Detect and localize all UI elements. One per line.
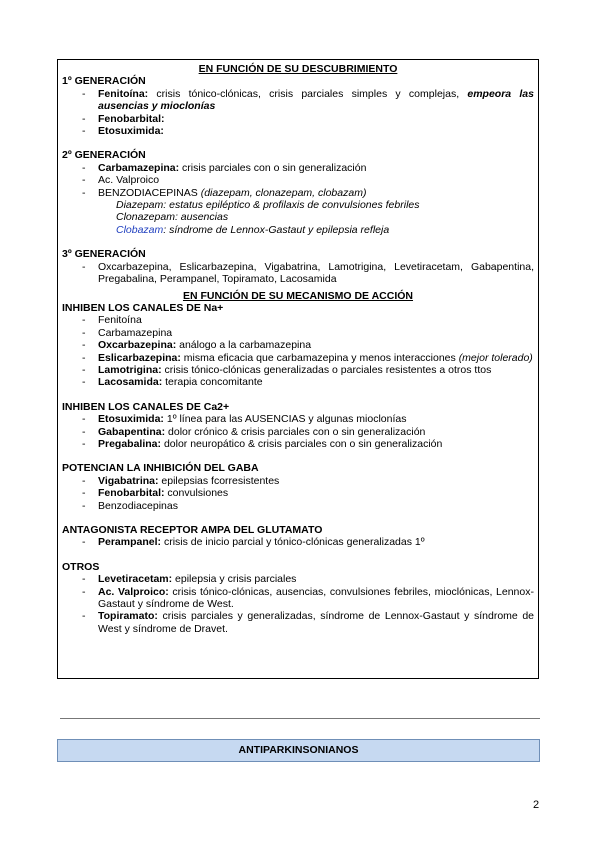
list-item: - Benzodiacepinas	[62, 500, 534, 512]
page-number: 2	[533, 799, 540, 811]
list-item: - Oxcarbazepina, Eslicarbazepina, Vigabatrina, Lamotrigina, Levetiracetam, Gabapentina, Pregabalina, Perampanel, Topiramato, Lacosamida	[62, 261, 534, 286]
list-item: - Topiramato: crisis parciales y generalizadas, síndrome de Lennox-Gastaut y síndrome de West y síndrome de Dravet.	[62, 610, 534, 635]
subitem-clonazepam: Clonazepam: ausencias	[116, 211, 229, 224]
list-item: - BENZODIACEPINAS (diazepam, clonazepam, clobazam)	[62, 187, 534, 199]
list-item: - Vigabatrina: epilepsias fcorresistentes	[62, 475, 534, 487]
na-heading: INHIBEN LOS CANALES DE Na+	[62, 301, 224, 314]
list-item: - Gabapentina: dolor crónico & crisis parciales con o sin generalización	[62, 426, 534, 438]
gen2-heading: 2º GENERACIÓN	[62, 149, 146, 162]
list-item: - Lamotrigina: crisis tónico-clónicas generalizadas o parciales resistentes a otros ttos	[62, 364, 534, 376]
ampa-heading: ANTAGONISTA RECEPTOR AMPA DEL GLUTAMATO	[62, 524, 323, 536]
others-heading: OTROS	[62, 560, 100, 573]
ampa-list	[62, 536, 534, 548]
list-item: - Levetiracetam: epilepsia y crisis parciales	[62, 573, 534, 585]
list-item: - Perampanel: crisis de inicio parcial y tónico-clónicas generalizadas 1º	[62, 536, 534, 548]
gaba-list	[62, 475, 534, 512]
subitem-clobazam: Clobazam: síndrome de Lennox-Gastaut y epilepsia refleja	[116, 223, 390, 236]
list-item: - Eslicarbazepina: misma eficacia que carbamazepina y menos interacciones (mejor tolerado)	[62, 352, 534, 364]
list-item: - Carbamazepina: crisis parciales con o sin generalización	[62, 162, 534, 174]
gaba-heading: POTENCIAN LA INHIBICIÓN DEL GABA	[62, 462, 259, 475]
list-item: - Carbamazepina	[62, 327, 534, 339]
mechanism-title: EN FUNCIÓN DE SU MECANISMO DE ACCIÓN	[182, 289, 414, 302]
gen3-list	[62, 261, 534, 286]
list-item: - Ac. Valproico: crisis tónico-clónicas, ausencias, convulsiones febriles, mioclónicas, Lennox-Gastaut y síndrome de West.	[62, 586, 534, 611]
list-item: - Ac. Valproico	[62, 174, 534, 186]
discovery-title: EN FUNCIÓN DE SU DESCUBRIMIENTO	[198, 63, 398, 75]
gen2-list	[62, 162, 534, 199]
list-item: - Pregabalina: dolor neuropático & crisis parciales con o sin generalización	[62, 438, 534, 450]
ca-heading: INHIBEN LOS CANALES DE Ca2+	[62, 400, 230, 413]
na-list	[62, 314, 534, 388]
list-item: - Fenobarbital: convulsiones	[62, 487, 534, 499]
content-box	[57, 59, 539, 679]
list-item: - Lacosamida: terapia concomitante	[62, 376, 534, 388]
list-item: - Etosuximida:	[62, 125, 534, 137]
section-banner: ANTIPARKINSONIANOS	[57, 739, 540, 762]
others-list	[62, 573, 534, 635]
divider-line	[60, 718, 540, 719]
list-item: - Fenitoína: crisis tónico-clónicas, crisis parciales simples y complejas, empeora las ausencias y mioclonías	[62, 88, 534, 113]
list-item: - Etosuximida: 1º línea para las AUSENCIAS y algunas mioclonías	[62, 413, 534, 425]
subitem-diazepam: Diazepam: estatus epiléptico & profilaxis de convulsiones febriles	[116, 199, 420, 212]
ca-list	[62, 413, 534, 450]
list-item: - Fenobarbital:	[62, 113, 534, 125]
list-item: - Fenitoína	[62, 314, 534, 326]
gen3-heading: 3º GENERACIÓN	[62, 248, 146, 261]
gen1-list	[62, 88, 534, 138]
gen1-heading: 1º GENERACIÓN	[62, 75, 146, 88]
list-item: - Oxcarbazepina: análogo a la carbamazepina	[62, 339, 534, 351]
